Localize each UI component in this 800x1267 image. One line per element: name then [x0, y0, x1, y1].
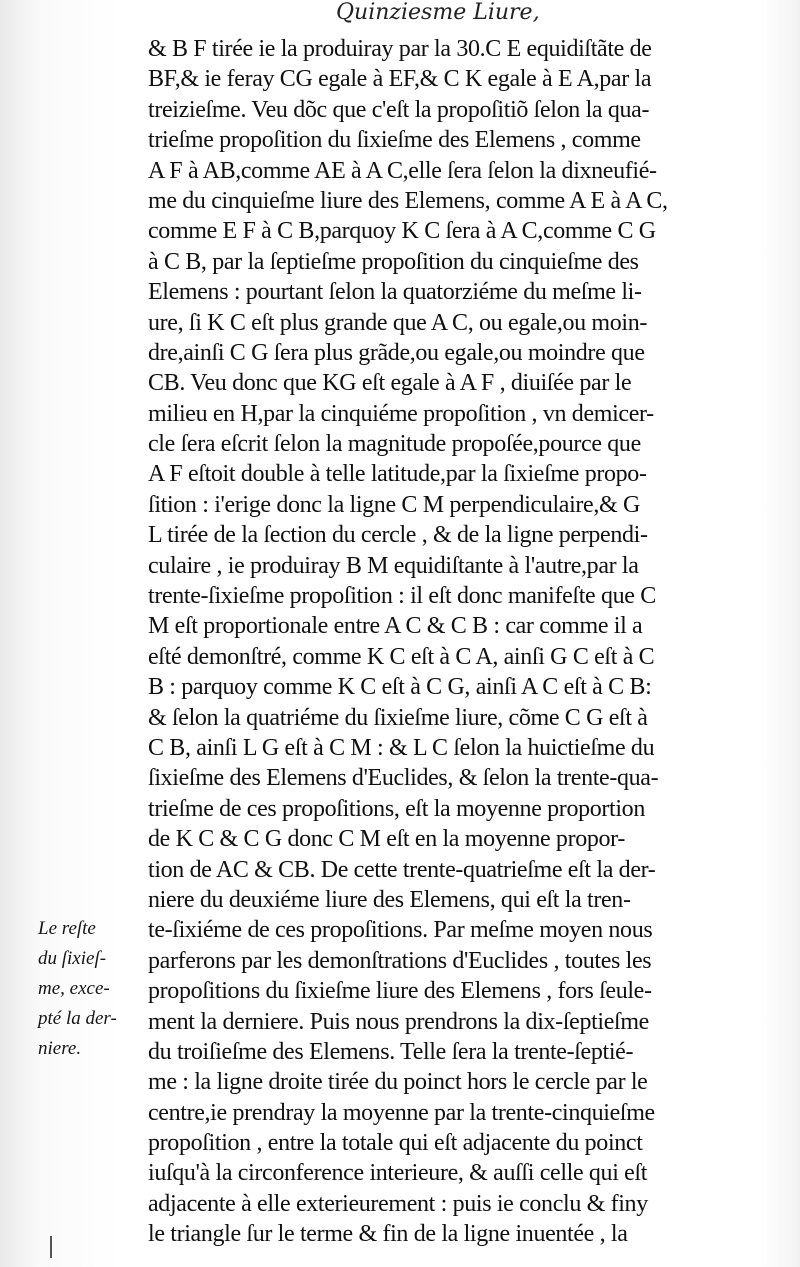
- main-text-block: [148, 34, 760, 1250]
- text-line: iuſqu'à la circonference interieure, & auſſi celle qui eſt: [148, 1160, 648, 1187]
- text-line: me du cinquieſme liure des Elemens, comme A E à A C,: [148, 187, 668, 214]
- text-line: te-ſixiéme de ces propoſitions. Par meſme moyen nous: [148, 917, 653, 944]
- text-line: trieſme propoſition du ſixieſme des Elemens , comme: [148, 127, 641, 154]
- text-line: ure, ſi K C eſt plus grande que A C, ou egale,ou moin-: [148, 309, 648, 336]
- text-line: B : parquoy comme K C eſt à C G, ainſi A C eſt à C B:: [148, 674, 652, 701]
- text-line: CB. Veu donc que KG eſt egale à A F , diuiſée par le: [148, 370, 632, 397]
- text-line: propoſitions du ſixieſme liure des Elemens , fors ſeule-: [148, 978, 652, 1005]
- margin-note-line: Le reſte: [38, 918, 96, 939]
- text-line: propoſition , entre la totale qui eſt adjacente du poinct: [148, 1130, 643, 1157]
- text-line: cle ſera eſcrit ſelon la magnitude propoſée,pource que: [148, 431, 641, 458]
- margin-note-line: me, exce-: [38, 978, 110, 999]
- text-line: & ſelon la quatriéme du ſixieſme liure, cõme C G eſt à: [148, 704, 648, 731]
- text-line: A F à AB,comme AE à A C,elle ſera ſelon la dixneufié-: [148, 157, 657, 184]
- text-line: milieu en H,par la cinquiéme propoſition , vn demicer-: [148, 400, 654, 427]
- text-line: le triangle ſur le terme & fin de la ligne inuentée , la: [148, 1221, 628, 1248]
- margin-note: [38, 914, 146, 1064]
- text-line: niere du deuxiéme liure des Elemens, qui eſt la tren-: [148, 886, 631, 913]
- margin-note-line: du ſixieſ-: [38, 948, 107, 969]
- text-line: M eſt proportionale entre A C & C B : car comme il a: [148, 613, 643, 640]
- text-line: culaire , ie produiray B M equidiſtante à l'autre,par la: [148, 552, 639, 579]
- text-line: C B, ainſi L G eſt à C M : & L C ſelon la huictieſme du: [148, 734, 655, 761]
- text-line: dre,ainſi C G ſera plus grãde,ou egale,ou moindre que: [148, 339, 645, 366]
- text-line: à C B, par la ſeptieſme propoſition du cinquieſme des: [148, 248, 639, 275]
- text-line: Elemens : pourtant ſelon la quatorziéme du meſme li-: [148, 279, 642, 306]
- text-line: adjacente à elle exterieurement : puis ie conclu & finy: [148, 1190, 648, 1217]
- text-line: BF,& ie feray CG egale à EF,& C K egale à E A,par la: [148, 66, 652, 93]
- text-line: & B F tirée ie la produiray par la 30.C E equidiſtãte de: [148, 36, 652, 62]
- text-line: me : la ligne droite tirée du poinct hors le cercle par le: [148, 1069, 648, 1096]
- text-line: ſition : i'erige donc la ligne C M perpendiculaire,& G: [148, 491, 640, 518]
- text-line: tion de AC & CB. De cette trente-quatrieſme eſt la der-: [148, 856, 656, 883]
- text-line: parferons par les demonſtrations d'Euclides , toutes les: [148, 947, 652, 974]
- page-edge-mark: [50, 1236, 52, 1258]
- margin-note-line: pté la der-: [38, 1008, 117, 1029]
- text-line: ment la derniere. Puis nous prendrons la dix-ſeptieſme: [148, 1008, 649, 1035]
- text-line: du troiſieſme des Elemens. Telle ſera la trente-ſeptié-: [148, 1038, 634, 1065]
- text-line: de K C & C G donc C M eſt en la moyenne propor-: [148, 826, 625, 853]
- text-line: ſixieſme des Elemens d'Euclides, & ſelon la trente-qua-: [148, 765, 659, 792]
- text-line: A F eſtoit double à telle latitude,par la ſixieſme propo-: [148, 461, 647, 488]
- text-line: L tirée de la ſection du cercle , & de la ligne perpendi-: [148, 522, 648, 549]
- text-line: centre,ie prendray la moyenne par la trente-cinquieſme: [148, 1099, 655, 1126]
- text-line: trente-ſixieſme propoſition : il eſt donc manifeſte que C: [148, 583, 656, 610]
- text-line: treizieſme. Veu dõc que c'eſt la propoſitiõ ſelon la qua-: [148, 96, 650, 123]
- text-line: eſté demonſtré, comme K C eſt à C A, ainſi G C eſt à C: [148, 643, 655, 670]
- text-line: trieſme de ces propoſitions, eſt la moyenne proportion: [148, 795, 645, 822]
- running-title: Quinziesme Liure,: [336, 0, 540, 25]
- margin-note-line: niere.: [38, 1038, 82, 1059]
- text-line: comme E F à C B,parquoy K C ſera à A C,comme C G: [148, 218, 656, 245]
